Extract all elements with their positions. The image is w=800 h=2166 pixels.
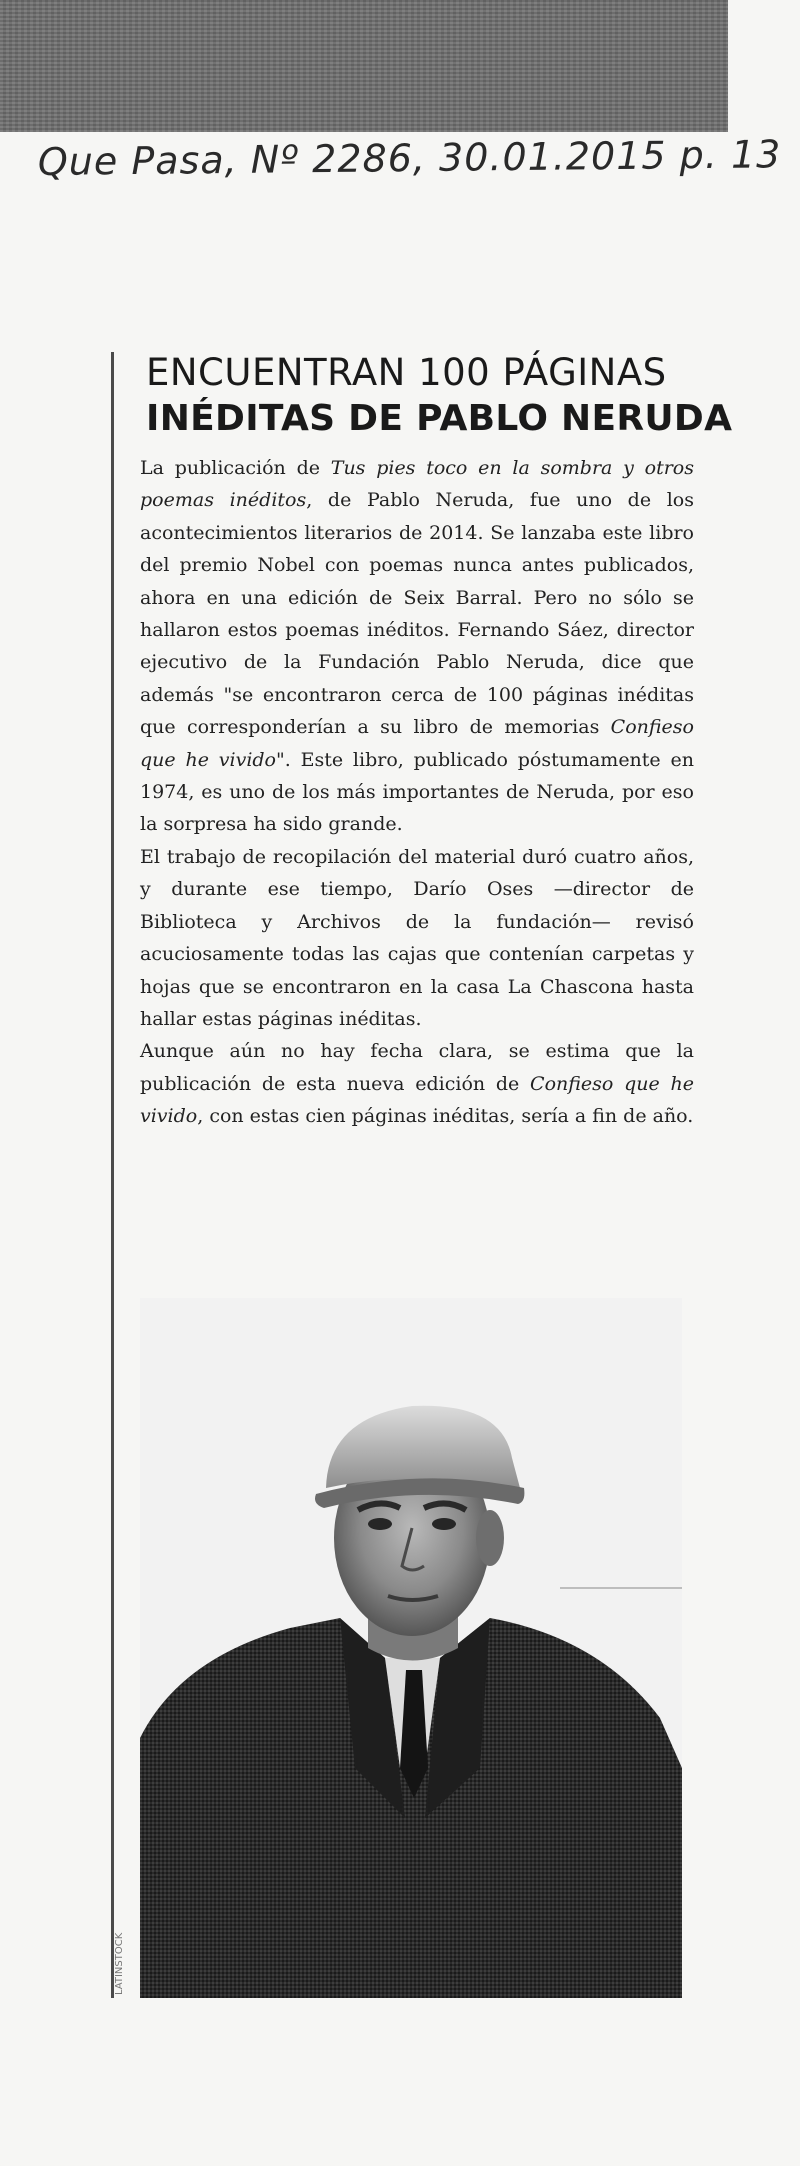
paragraph-text: La publicación de	[140, 457, 331, 479]
paragraph-text: El trabajo de recopilación del material duró cuatro años, y durante ese tiempo, Darío Oses —director de Biblioteca y Archivos de la fundación— revisó acuciosamente todas las cajas que contenían carpetas y hojas que se encontraron en la casa La Chascona hasta hallar estas páginas inéditas.	[140, 845, 694, 1030]
neruda-portrait-photo	[140, 1298, 682, 1998]
article-paragraph-1	[140, 452, 694, 841]
column-rule	[111, 352, 114, 1998]
portrait-illustration	[140, 1298, 682, 1998]
article-headline	[146, 350, 733, 442]
book-title: Confieso que he vivido	[140, 716, 694, 771]
article-body	[140, 452, 694, 1133]
photo-credit: LATINSTOCK	[114, 1932, 125, 1995]
book-title: Tus pies toco en la sombra y otros poemas inéditos	[140, 457, 694, 512]
paragraph-text: Aunque aún no hay fecha clara, se estima que la publicación de esta nueva edición de	[140, 1040, 694, 1095]
scan-top-band	[0, 0, 728, 132]
article-paragraph-3	[140, 1035, 694, 1132]
book-title: Confieso que he vivido	[140, 1072, 694, 1128]
headline-line-2: INÉDITAS DE PABLO NERUDA	[146, 398, 733, 439]
headline-line-1: ENCUENTRAN 100 PÁGINAS	[146, 351, 667, 394]
paragraph-text: ". Este libro, publicado póstumamente en 1974, es uno de los más importantes de Neruda, por eso la sorpresa ha sido grande.	[140, 748, 694, 836]
article-paragraph-2	[140, 841, 694, 1035]
paragraph-text: , de Pablo Neruda, fue uno de los acontecimientos literarios de 2014. Se lanzaba este libro del premio Nobel con poemas nunca antes publicados, ahora en una edición de Seix Barral. Pero no sólo se hallaron estos poemas inéditos. Fernando Sáez, director ejecutivo de la Fundación Pablo Neruda, dice que además "se encontraron cerca de 100 páginas inéditas que corresponderían a su libro de memorias	[140, 489, 694, 739]
handwritten-source-note: Que Pasa, Nº 2286, 30.01.2015 p. 13	[37, 132, 782, 184]
paragraph-text: , con estas cien páginas inéditas, sería a fin de año.	[197, 1105, 694, 1128]
